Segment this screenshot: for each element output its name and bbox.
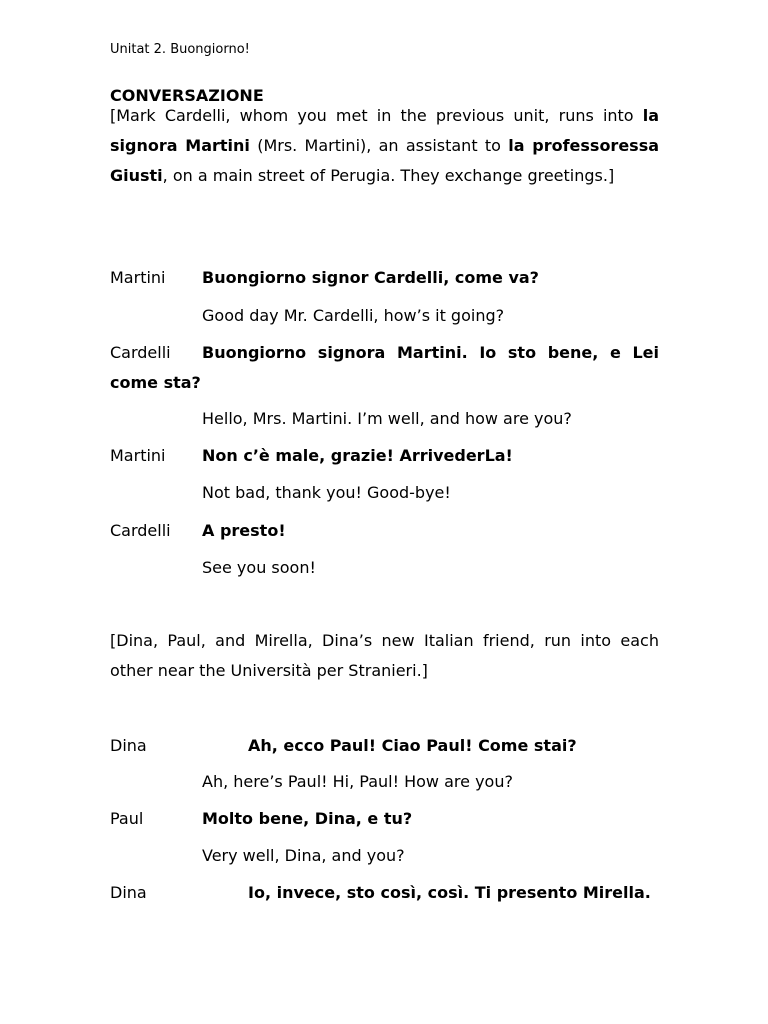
intro1-bold-1: la signora Martini bbox=[110, 106, 659, 155]
speaker-label: Martini bbox=[110, 446, 166, 465]
intro1-text-2: (Mrs. Martini), an assistant to bbox=[249, 136, 509, 155]
english-translation: Good day Mr. Cardelli, how’s it going? bbox=[202, 306, 505, 325]
english-translation: Not bad, thank you! Good-bye! bbox=[202, 483, 451, 502]
english-translation: See you soon! bbox=[202, 558, 316, 577]
speaker-label: Paul bbox=[110, 809, 144, 828]
intro-paragraph-1 bbox=[110, 101, 659, 191]
italian-line: Buongiorno signora Martini. Io sto bene, e Lei come sta? bbox=[110, 343, 659, 392]
speaker-label: Cardelli bbox=[110, 343, 171, 362]
dialogue-line-wrapped bbox=[110, 338, 659, 398]
speaker-label: Dina bbox=[110, 736, 147, 755]
speaker-label: Cardelli bbox=[110, 521, 171, 540]
dialogue-line-wrapped bbox=[110, 878, 659, 908]
italian-line: Molto bene, Dina, e tu? bbox=[202, 809, 413, 828]
intro-paragraph-2: [Dina, Paul, and Mirella, Dina’s new Italian friend, run into each other near the Università per Stranieri.] bbox=[110, 631, 659, 680]
italian-line: Buongiorno signor Cardelli, come va? bbox=[202, 268, 539, 287]
speaker-label: Martini bbox=[110, 268, 166, 287]
page-header: Unitat 2. Buongiorno! bbox=[110, 42, 250, 57]
italian-line: Non c’è male, grazie! ArrivederLa! bbox=[202, 446, 513, 465]
intro1-text-3: , on a main street of Perugia. They exchange greetings.] bbox=[162, 166, 615, 185]
section-title: CONVERSAZIONE bbox=[110, 86, 264, 105]
italian-line: A presto! bbox=[202, 521, 286, 540]
italian-line: Io, invece, sto così, così. Ti presento Mirella. bbox=[248, 883, 651, 902]
intro1-bold-2: la professoressa Giusti bbox=[110, 136, 660, 185]
speaker-label: Dina bbox=[110, 883, 147, 902]
intro1-text-1: [Mark Cardelli, whom you met in the previous unit, runs into bbox=[110, 106, 643, 125]
english-translation: Hello, Mrs. Martini. I’m well, and how are you? bbox=[202, 409, 572, 428]
english-translation: Ah, here’s Paul! Hi, Paul! How are you? bbox=[202, 772, 513, 791]
italian-line: Ah, ecco Paul! Ciao Paul! Come stai? bbox=[248, 736, 577, 755]
english-translation: Very well, Dina, and you? bbox=[202, 846, 405, 865]
